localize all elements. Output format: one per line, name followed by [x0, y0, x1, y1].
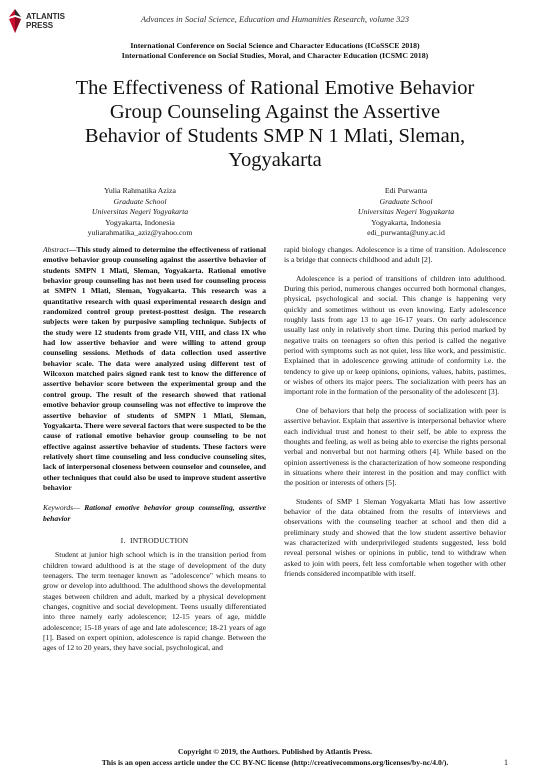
section-heading-first: I	[129, 535, 133, 545]
right-paragraph-3: One of behaviors that help the process of socialization with peer is assertive behavior. Explain that assertive is interpersonal behavior where each individual trust and honest to their self, be able to express the thoughts and feeling, as well as being able to exercise the rights personal verbal and nonverbal but not harming others [4]. While based on the opinion assertiveness is the characterization of how someone responding in situations where their interest in the position and may conflict with the position or interests of others [5].	[284, 405, 506, 488]
abstract-text: —This study aimed to determine the effectiveness of rational emotive behavior group counseling against the assertive behavior of students SMPN 1 Mlati, Sleman, Yogyakarta. Rational emotive behavior group counseling has not been used for counseling process at SMPN 1 Mlati, Sleman, Yogyakarta. This research was a quantitative research with quasi experimental research design and randomized control group pretest-posttest design. The research subjects were taken by purposive sampling technique. Subjects of the study were 12 students from grade VII, VIII, and class IX who had low assertive behavior and were willing to attend group counseling sessions. Methods of data collection used assertive behavior scale. The data were analyzed using different test of Wilcoxon matched pairs signed rank test to know the difference of assertive behavior score between the experimental group and the control group. The result of the research showed that rational emotive behavior group counseling was not effective to improve the assertive behavior of students of SMPN 1 Mlati, Sleman, Yogyakarta. There were several factors that were suspected to be the cause of rational emotive behavior group counseling to be not effective against assertive behavior of students. These factors were relatively short time counseling and less conducive counseling sites, lack of interpersonal closeness between counselor and counselee, and other techniques that could also be used to improve student assertive behavior	[43, 245, 266, 492]
logo-line2: PRESS	[26, 21, 54, 30]
keywords-text: Rational emotive behavior group counseling, assertive behavior	[43, 503, 266, 523]
intro-paragraph-1: Student at junior high school which is in the transition period from children toward adulthood is at the stage of development of the duty teenagers. The term teenager known as "adolescence" which means to grow or develop into adulthood. The adulthood shows the developmental stages between children and adult, marked by a physical development changes, cognitive and social development. Teens usually differentiated into three namely early adolescence; 12-15 years of age, middle adolescence; 15-18 years of age and late adolescence; 18-21 years of age [1]. Based on expert opinion, adolescence is rapid change. Between the ages of 12 to 20 years, they have social, psychological, and	[43, 550, 266, 653]
conference-line-2: International Conference on Social Studies, Moral, and Character Education (ICSMC 2018)	[121, 51, 429, 60]
abstract	[43, 245, 266, 493]
left-column	[43, 245, 266, 654]
author-email[interactable]: yuliarahmatika_aziz@yahoo.com	[87, 228, 193, 237]
abstract-label: Abstract	[43, 245, 69, 254]
author-name: Yulia Rahmatika Aziza	[104, 186, 176, 195]
author-block-2	[306, 186, 506, 239]
author-dept: Graduate School	[113, 196, 167, 206]
author-name: Edi Purwanta	[384, 186, 428, 195]
footer-copyright: Copyright © 2019, the Authors. Published by Atlantis Press.	[178, 747, 372, 756]
right-paragraph-2: Adolescence is a period of transitions of children into adulthood. During this period, numerous changes occurred both hormonal changes, physical, psychological and social. This change is happening very quickly and sometimes without us even knowing. Early adolescence roughly lasts from age 13 to age 16-17 years. On early adolescence usually last only in relatively short time. During this period marked by negative traits on teenagers so often this period is called the negative period with symptoms such as not quiet, less like work, and pessimistic. Explained that in adolescence growing attitude of conformity i.e. the tendency to give up or keep opinions, opinions, values, habits, pastimes, or wishes of others its major peers. The socialization with peers has an important role in the formation of the personality of the adolescent [3].	[284, 273, 506, 397]
section-heading-rest: NTRODUCTION	[132, 535, 189, 545]
author-block-1	[40, 186, 240, 239]
logo-line1: ATLANTIS	[26, 12, 65, 21]
section-number: I.	[120, 535, 126, 545]
footer-license: This is an open access article under the CC BY-NC license (http://creativecommons.org/licenses/by-nc/4.0/).	[101, 758, 449, 767]
right-column	[284, 245, 506, 579]
author-univ: Universitas Negeri Yogyakarta	[357, 207, 455, 216]
author-city: Yogyakarta, Indonesia	[371, 217, 441, 227]
conference-line-1: International Conference on Social Science and Character Educations (ICoSSCE 2018)	[130, 41, 420, 50]
author-city: Yogyakarta, Indonesia	[105, 217, 175, 227]
author-email[interactable]: edi_purwanta@uny.ac.id	[367, 228, 445, 237]
right-paragraph-4: Students of SMP 1 Sleman Yogyakarta Mlati has low assertive behavior of the data obtained from the results of interviews and observations with the counseling teacher at school and then did a preliminary study and showed that the low student assertive behavior was characterized with underprivileged students suggested, less bold reveal personal wishes or opinions in public, tend to withdraw when asked to join with peers, felt less comfortable when together with other friends considered incompatible with itself.	[284, 496, 506, 578]
paper-title: The Effectiveness of Rational Emotive Behavior Group Counseling Against the Assertive Behavior of Students SMP N 1 Mlati, Sleman, Yogyakarta	[75, 77, 475, 171]
section-heading-introduction	[43, 536, 266, 546]
author-univ: Universitas Negeri Yogyakarta	[91, 207, 189, 216]
page-number: 1	[504, 758, 508, 767]
series-header: Advances in Social Science, Education and Humanities Research, volume 323	[140, 14, 410, 24]
keywords	[43, 503, 266, 524]
right-paragraph-1: rapid biology changes. Adolescence is a time of transition. Adolescence is a bridge that connects childhood and adult [2].	[284, 245, 506, 265]
author-dept: Graduate School	[379, 196, 433, 206]
keywords-label: Keywords—	[43, 503, 80, 513]
